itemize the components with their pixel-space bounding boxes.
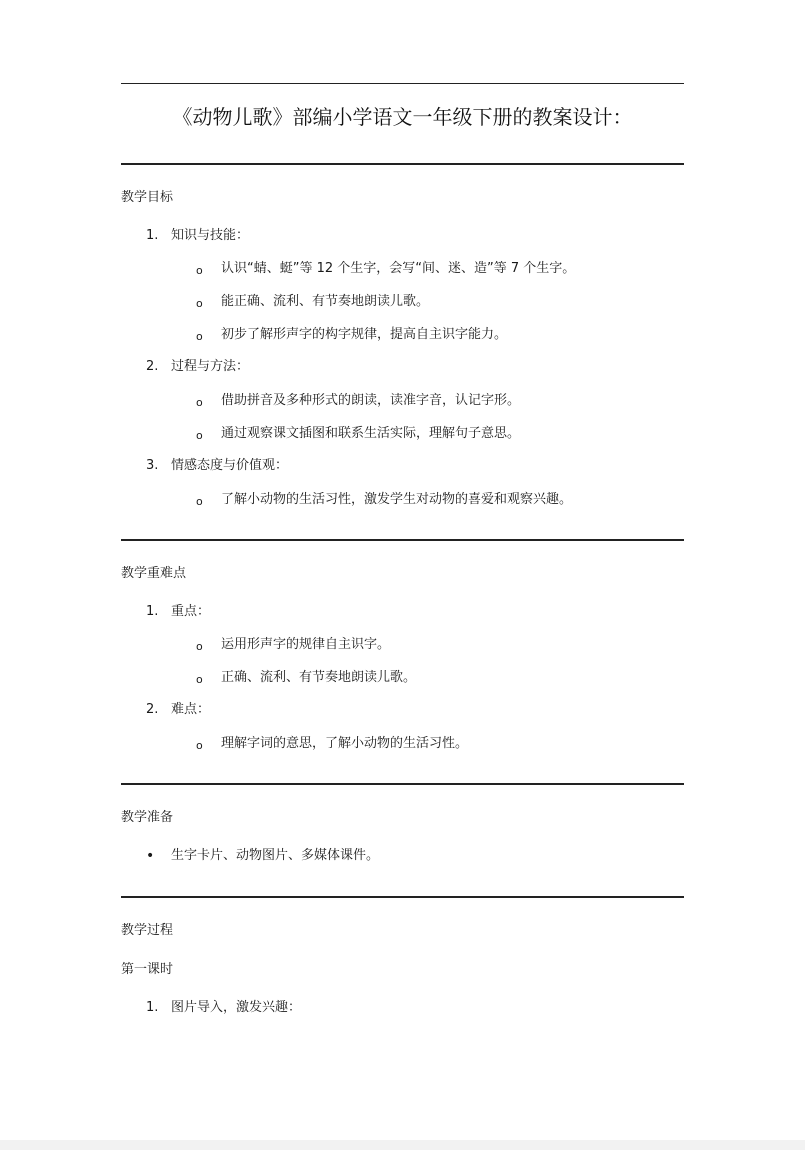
section-divider (121, 163, 684, 165)
circle-bullet-icon: o (196, 739, 203, 752)
list-number: 1. (146, 1000, 159, 1015)
list-item-label: 难点： (171, 702, 211, 717)
list-number: 2. (146, 359, 159, 374)
list-number: 1. (146, 604, 159, 619)
circle-bullet-icon: o (196, 495, 203, 508)
list-number: 3. (146, 458, 159, 473)
list-item-label: 过程与方法： (171, 359, 250, 374)
circle-bullet-icon: o (196, 429, 203, 442)
circle-bullet-icon: o (196, 640, 203, 653)
list-item-label: 图片导入，激发兴趣： (171, 1000, 302, 1015)
circle-bullet-icon: o (196, 264, 203, 277)
list-item-label: 情感态度与价值观： (171, 458, 289, 473)
section-heading: 教学重难点 (121, 566, 187, 581)
sub-item: 借助拼音及多种形式的朗读，读准字音，认记字形。 (221, 393, 521, 408)
section-heading: 教学目标 (121, 190, 174, 205)
sub-item: 能正确、流利、有节奏地朗读儿歌。 (221, 294, 430, 309)
sub-item: 通过观察课文插图和联系生活实际，理解句子意思。 (221, 426, 521, 441)
section-heading: 教学过程 (121, 923, 174, 938)
sub-heading: 第一课时 (121, 962, 174, 977)
sub-item: 正确、流利、有节奏地朗读儿歌。 (221, 670, 417, 685)
sub-item: 运用形声字的规律自主识字。 (221, 637, 391, 652)
bullet-dot-icon: • (146, 848, 155, 864)
sub-item: 初步了解形声字的构字规律，提高自主识字能力。 (221, 327, 508, 342)
circle-bullet-icon: o (196, 330, 203, 343)
circle-bullet-icon: o (196, 297, 203, 310)
circle-bullet-icon: o (196, 673, 203, 686)
sub-item: 理解字词的意思，了解小动物的生活习性。 (221, 736, 469, 751)
circle-bullet-icon: o (196, 396, 203, 409)
list-item-label: 知识与技能： (171, 228, 250, 243)
section-divider (121, 896, 684, 898)
top-rule (121, 83, 684, 84)
list-number: 1. (146, 228, 159, 243)
section-divider (121, 539, 684, 541)
list-item-label: 重点： (171, 604, 211, 619)
bullet-item: 生字卡片、动物图片、多媒体课件。 (171, 848, 380, 863)
section-divider (121, 783, 684, 785)
sub-item: 了解小动物的生活习性，激发学生对动物的喜爱和观察兴趣。 (221, 492, 573, 507)
sub-item: 认识“蜻、蜓”等 12 个生字，会写“间、迷、造”等 7 个生字。 (221, 261, 576, 276)
page-title: 《动物儿歌》部编小学语文一年级下册的教案设计： (172, 105, 633, 129)
section-heading: 教学准备 (121, 810, 174, 825)
list-number: 2. (146, 702, 159, 717)
